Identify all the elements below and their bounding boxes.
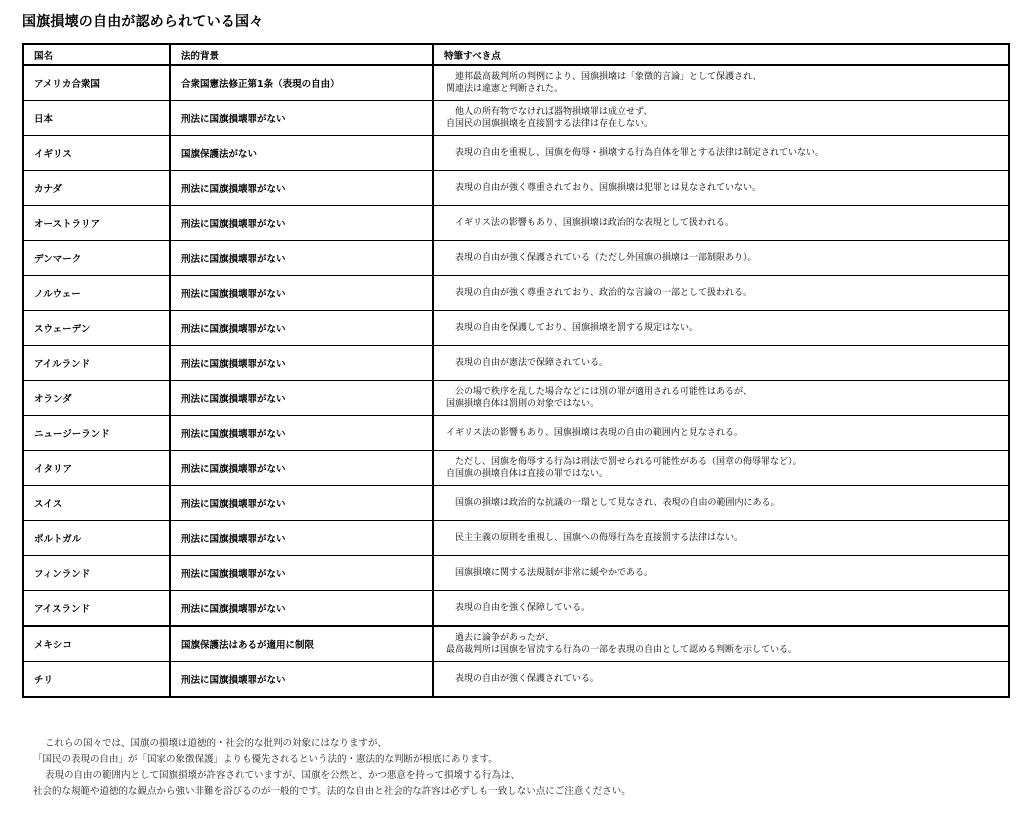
table-row — [23, 171, 1009, 206]
legal-background-cell: 刑法に国旗損壊罪がない — [170, 241, 433, 276]
country-cell: イタリア — [23, 451, 170, 486]
notable-points-cell: 表現の自由が強く保護されている。 — [433, 662, 1009, 698]
notable-points-cell: イギリス法の影響もあり、国旗損壊は政治的な表現として扱われる。 — [433, 206, 1009, 241]
notable-points-cell: 表現の自由を重視し、国旗を侮辱・損壊する行為自体を罪とする法律は制定されていない。 — [433, 136, 1009, 171]
countries-table — [22, 43, 1010, 698]
notable-points-cell: 国旗損壊に関する法規制が非常に緩やかである。 — [433, 556, 1009, 591]
notable-points-cell: 表現の自由が強く尊重されており、政治的な言論の一部として扱われる。 — [433, 276, 1009, 311]
table-header-row — [23, 44, 1009, 65]
footer-notes — [33, 736, 1013, 800]
country-cell: アイスランド — [23, 591, 170, 627]
table-row — [23, 136, 1009, 171]
legal-background-cell: 刑法に国旗損壊罪がない — [170, 381, 433, 416]
table-row — [23, 626, 1009, 662]
table-row — [23, 101, 1009, 136]
table-row — [23, 521, 1009, 556]
footer-line: 「国民の表現の自由」が「国家の象徴保護」よりも優先されるという法的・憲法的な判断が根底にあります。 — [33, 754, 498, 765]
country-cell: デンマーク — [23, 241, 170, 276]
legal-background-cell: 刑法に国旗損壊罪がない — [170, 101, 433, 136]
notable-points-cell: イギリス法の影響もあり、国旗損壊は表現の自由の範囲内と見なされる。 — [433, 416, 1009, 451]
table-row — [23, 311, 1009, 346]
country-cell: イギリス — [23, 136, 170, 171]
legal-background-cell: 刑法に国旗損壊罪がない — [170, 311, 433, 346]
legal-background-cell: 刑法に国旗損壊罪がない — [170, 556, 433, 591]
country-cell: チリ — [23, 662, 170, 698]
table-row — [23, 556, 1009, 591]
page-title: 国旗損壊の自由が認められている国々 — [22, 14, 264, 30]
notable-points-cell: ただし、国旗を侮辱する行為は刑法で罰せられる可能性がある（国章の侮辱罪など）。 自国旗の損壊自体は直接の罪ではない。 — [433, 451, 1009, 486]
country-cell: カナダ — [23, 171, 170, 206]
country-cell: ニュージーランド — [23, 416, 170, 451]
country-cell: ノルウェー — [23, 276, 170, 311]
table-row — [23, 416, 1009, 451]
legal-background-cell: 刑法に国旗損壊罪がない — [170, 171, 433, 206]
notable-points-cell: 過去に論争があったが、 最高裁判所は国旗を冒涜する行為の一部を表現の自由として認める判断を示している。 — [433, 626, 1009, 662]
country-cell: オーストラリア — [23, 206, 170, 241]
header-legal-background: 法的背景 — [170, 44, 433, 65]
country-cell: スイス — [23, 486, 170, 521]
header-country: 国名 — [23, 44, 170, 65]
country-cell: メキシコ — [23, 626, 170, 662]
notable-points-cell: 連邦最高裁判所の判例により、国旗損壊は「象徴的言論」として保護され、 関連法は違憲と判断された。 — [433, 65, 1009, 101]
legal-background-cell: 刑法に国旗損壊罪がない — [170, 416, 433, 451]
notable-points-cell: 公の場で秩序を乱した場合などには別の罪が適用される可能性はあるが、 国旗損壊自体は罰則の対象ではない。 — [433, 381, 1009, 416]
table-row — [23, 276, 1009, 311]
legal-background-cell: 刑法に国旗損壊罪がない — [170, 662, 433, 698]
legal-background-cell: 刑法に国旗損壊罪がない — [170, 276, 433, 311]
legal-background-cell: 刑法に国旗損壊罪がない — [170, 486, 433, 521]
footer-line: 社会的な規範や道徳的な観点から強い非難を浴びるのが一般的です。法的な自由と社会的な許容は必ずしも一致しない点にご注意ください。 — [33, 786, 631, 797]
legal-background-cell: 刑法に国旗損壊罪がない — [170, 521, 433, 556]
table-row — [23, 241, 1009, 276]
notable-points-cell: 国旗の損壊は政治的な抗議の一環として見なされ、表現の自由の範囲内にある。 — [433, 486, 1009, 521]
footer-line: 表現の自由の範囲内として国旗損壊が許容されていますが、国旗を公然と、かつ悪意を持って損壊する行為は、 — [45, 770, 521, 781]
notable-points-cell: 他人の所有物でなければ器物損壊罪は成立せず、 自国民の国旗損壊を直接罰する法律は存在しない。 — [433, 101, 1009, 136]
notable-points-cell: 表現の自由を強く保障している。 — [433, 591, 1009, 627]
country-cell: 日本 — [23, 101, 170, 136]
legal-background-cell: 刑法に国旗損壊罪がない — [170, 346, 433, 381]
header-notable-points: 特筆すべき点 — [433, 44, 1009, 65]
country-cell: フィンランド — [23, 556, 170, 591]
notable-points-cell: 表現の自由が強く尊重されており、国旗損壊は犯罪とは見なされていない。 — [433, 171, 1009, 206]
country-cell: オランダ — [23, 381, 170, 416]
table-row — [23, 206, 1009, 241]
legal-background-cell: 合衆国憲法修正第1条（表現の自由） — [170, 65, 433, 101]
table-row — [23, 486, 1009, 521]
table-row — [23, 662, 1009, 698]
legal-background-cell: 刑法に国旗損壊罪がない — [170, 206, 433, 241]
footer-line: これらの国々では、国旗の損壊は道徳的・社会的な批判の対象にはなりますが、 — [45, 738, 388, 749]
table-row — [23, 346, 1009, 381]
legal-background-cell: 刑法に国旗損壊罪がない — [170, 591, 433, 627]
country-cell: アメリカ合衆国 — [23, 65, 170, 101]
table-row — [23, 65, 1009, 101]
notable-points-cell: 表現の自由を保護しており、国旗損壊を罰する規定はない。 — [433, 311, 1009, 346]
table-row — [23, 451, 1009, 486]
country-cell: アイルランド — [23, 346, 170, 381]
table-row — [23, 381, 1009, 416]
legal-background-cell: 国旗保護法はあるが適用に制限 — [170, 626, 433, 662]
notable-points-cell: 表現の自由が強く保護されている（ただし外国旗の損壊は一部制限あり）。 — [433, 241, 1009, 276]
country-cell: ポルトガル — [23, 521, 170, 556]
notable-points-cell: 民主主義の原則を重視し、国旗への侮辱行為を直接罰する法律はない。 — [433, 521, 1009, 556]
legal-background-cell: 刑法に国旗損壊罪がない — [170, 451, 433, 486]
notable-points-cell: 表現の自由が憲法で保障されている。 — [433, 346, 1009, 381]
table-row — [23, 591, 1009, 627]
legal-background-cell: 国旗保護法がない — [170, 136, 433, 171]
country-cell: スウェーデン — [23, 311, 170, 346]
